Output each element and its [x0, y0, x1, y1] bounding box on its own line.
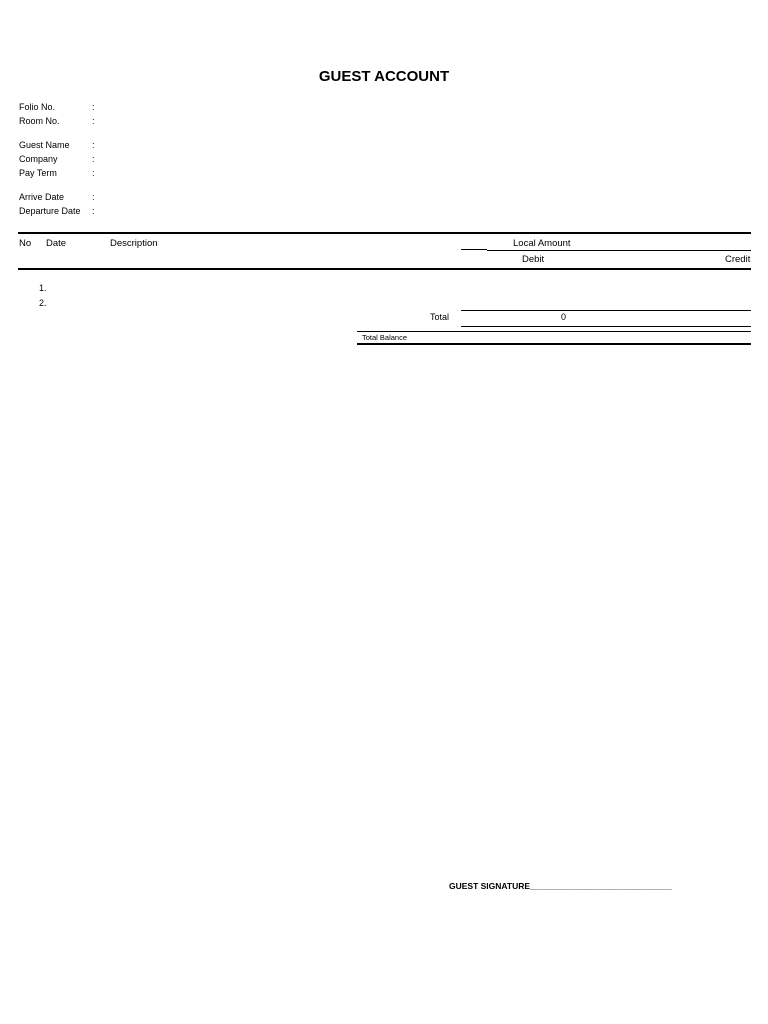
- column-header-debit: Debit: [522, 254, 545, 265]
- total-value: 0: [561, 312, 567, 322]
- column-header-description: Description: [110, 238, 158, 249]
- table-row-number: 2.: [39, 298, 47, 308]
- arrive-date-separator: :: [92, 192, 95, 202]
- column-header-date: Date: [46, 238, 67, 249]
- local-amount-rule: [487, 250, 751, 251]
- total-balance-bottom-rule: [357, 343, 751, 345]
- guest-name-label: Guest Name: [19, 140, 70, 150]
- local-amount-left-rule: [461, 249, 487, 250]
- document-title: GUEST ACCOUNT: [318, 68, 450, 85]
- pay-term-label: Pay Term: [19, 168, 57, 178]
- departure-date-label: Departure Date: [19, 206, 81, 216]
- table-header-bottom-rule: [18, 268, 751, 270]
- departure-date-separator: :: [92, 206, 95, 216]
- company-label: Company: [19, 154, 58, 164]
- table-top-rule: [18, 232, 751, 234]
- total-bottom-rule: [461, 326, 751, 327]
- guest-signature-line: GUEST SIGNATURE______________________________: [449, 881, 672, 891]
- column-header-no: No: [19, 238, 32, 249]
- folio-no-label: Folio No.: [19, 102, 56, 112]
- arrive-date-label: Arrive Date: [19, 192, 65, 202]
- total-top-rule: [461, 310, 751, 311]
- table-row-number: 1.: [39, 283, 47, 293]
- company-separator: :: [92, 154, 95, 164]
- total-balance-label: Total Balance: [362, 333, 408, 342]
- folio-no-separator: :: [92, 102, 95, 112]
- room-no-label: Room No.: [19, 116, 60, 126]
- column-header-local-amount: Local Amount: [513, 238, 571, 249]
- total-balance-top-rule: [357, 331, 751, 332]
- room-no-separator: :: [92, 116, 95, 126]
- guest-name-separator: :: [92, 140, 95, 150]
- total-label: Total: [430, 312, 450, 322]
- pay-term-separator: :: [92, 168, 95, 178]
- column-header-credit: Credit: [725, 254, 751, 265]
